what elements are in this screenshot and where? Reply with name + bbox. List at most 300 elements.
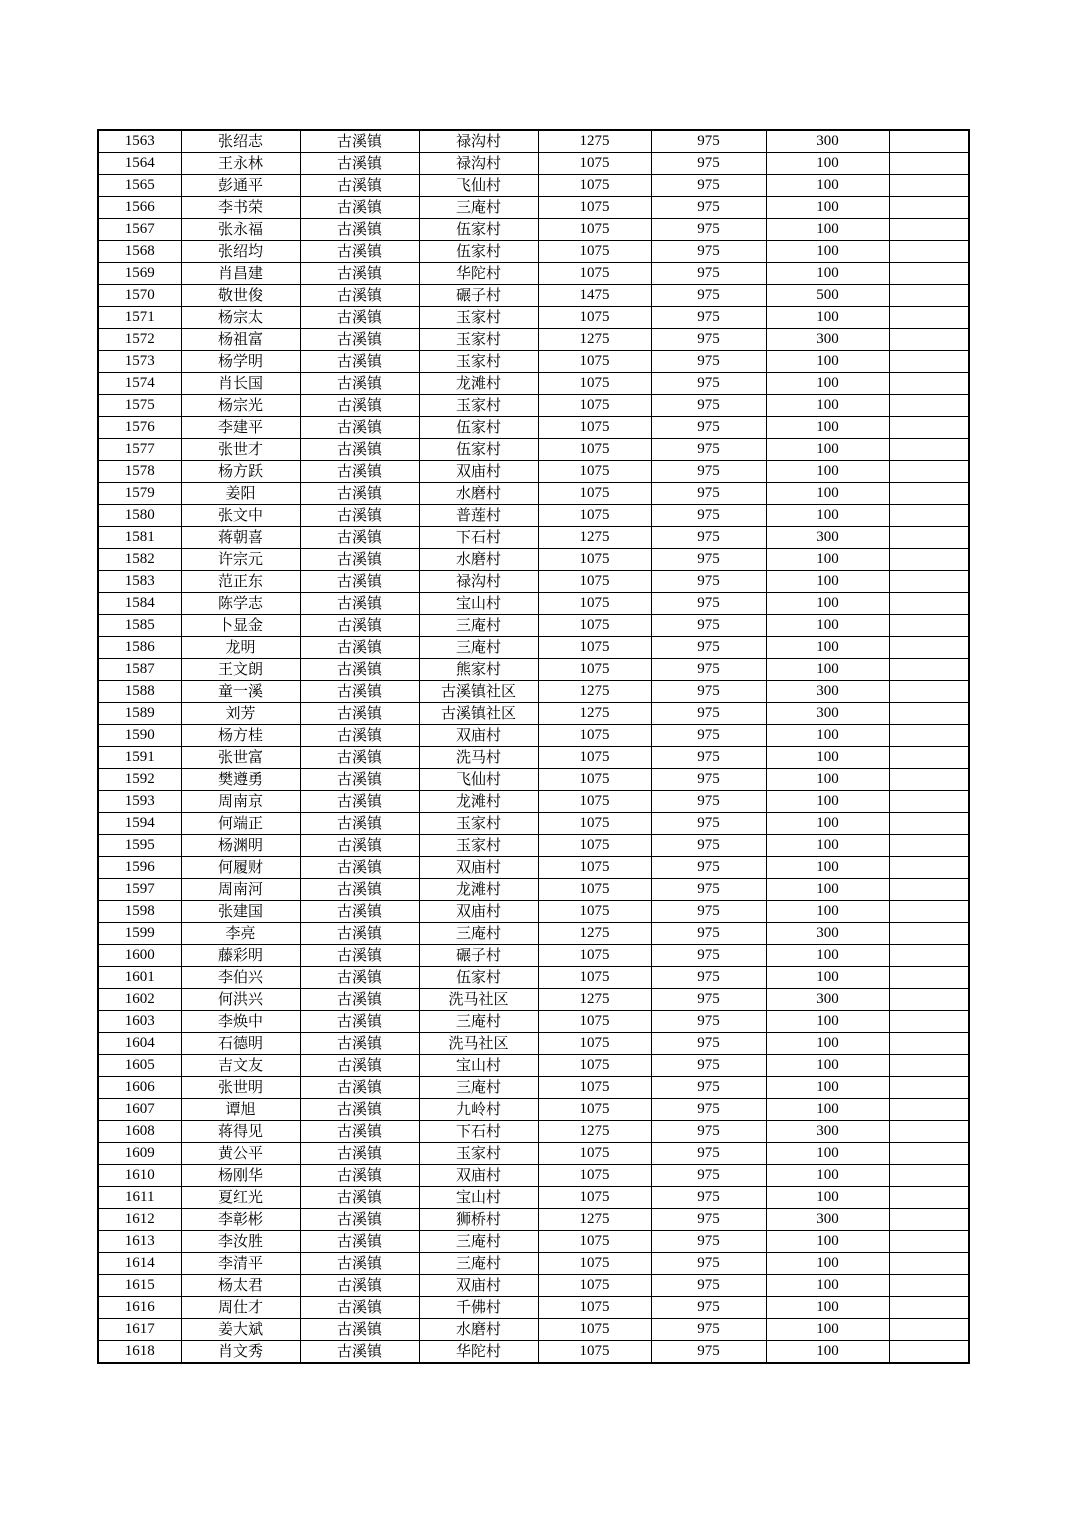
table-row bbox=[98, 1341, 969, 1364]
name-cell: 周南京 bbox=[181, 791, 300, 813]
amount-c-cell: 300 bbox=[766, 923, 889, 945]
table-row bbox=[98, 505, 969, 527]
amount-b-cell: 975 bbox=[651, 945, 766, 967]
town-cell: 古溪镇 bbox=[300, 219, 419, 241]
name-cell: 藤彩明 bbox=[181, 945, 300, 967]
row-number-cell: 1606 bbox=[98, 1077, 181, 1099]
amount-a-cell: 1075 bbox=[538, 835, 651, 857]
amount-a-cell: 1075 bbox=[538, 549, 651, 571]
amount-c-cell: 100 bbox=[766, 197, 889, 219]
table-row bbox=[98, 637, 969, 659]
amount-b-cell: 975 bbox=[651, 1011, 766, 1033]
amount-a-cell: 1075 bbox=[538, 1055, 651, 1077]
town-cell: 古溪镇 bbox=[300, 263, 419, 285]
table-row bbox=[98, 395, 969, 417]
village-cell: 伍家村 bbox=[419, 967, 538, 989]
name-cell: 刘芳 bbox=[181, 703, 300, 725]
town-cell: 古溪镇 bbox=[300, 989, 419, 1011]
table-row bbox=[98, 967, 969, 989]
village-cell: 三庵村 bbox=[419, 1077, 538, 1099]
table-row bbox=[98, 835, 969, 857]
remark-cell bbox=[889, 417, 969, 439]
village-cell: 华陀村 bbox=[419, 263, 538, 285]
amount-c-cell: 100 bbox=[766, 791, 889, 813]
remark-cell bbox=[889, 130, 969, 153]
table-row bbox=[98, 923, 969, 945]
table-row bbox=[98, 747, 969, 769]
row-number-cell: 1611 bbox=[98, 1187, 181, 1209]
town-cell: 古溪镇 bbox=[300, 197, 419, 219]
town-cell: 古溪镇 bbox=[300, 1253, 419, 1275]
amount-b-cell: 975 bbox=[651, 1099, 766, 1121]
amount-b-cell: 975 bbox=[651, 329, 766, 351]
amount-c-cell: 300 bbox=[766, 703, 889, 725]
amount-c-cell: 100 bbox=[766, 1253, 889, 1275]
row-number-cell: 1567 bbox=[98, 219, 181, 241]
remark-cell bbox=[889, 527, 969, 549]
table-row bbox=[98, 1011, 969, 1033]
remark-cell bbox=[889, 593, 969, 615]
remark-cell bbox=[889, 505, 969, 527]
amount-b-cell: 975 bbox=[651, 263, 766, 285]
remark-cell bbox=[889, 1275, 969, 1297]
amount-b-cell: 975 bbox=[651, 417, 766, 439]
row-number-cell: 1597 bbox=[98, 879, 181, 901]
village-cell: 熊家村 bbox=[419, 659, 538, 681]
amount-a-cell: 1275 bbox=[538, 989, 651, 1011]
row-number-cell: 1603 bbox=[98, 1011, 181, 1033]
amount-c-cell: 300 bbox=[766, 1209, 889, 1231]
remark-cell bbox=[889, 945, 969, 967]
amount-b-cell: 975 bbox=[651, 483, 766, 505]
amount-b-cell: 975 bbox=[651, 571, 766, 593]
village-cell: 玉家村 bbox=[419, 329, 538, 351]
remark-cell bbox=[889, 1099, 969, 1121]
town-cell: 古溪镇 bbox=[300, 945, 419, 967]
amount-c-cell: 300 bbox=[766, 1121, 889, 1143]
remark-cell bbox=[889, 835, 969, 857]
remark-cell bbox=[889, 923, 969, 945]
village-cell: 水磨村 bbox=[419, 549, 538, 571]
amount-b-cell: 975 bbox=[651, 989, 766, 1011]
row-number-cell: 1577 bbox=[98, 439, 181, 461]
town-cell: 古溪镇 bbox=[300, 1011, 419, 1033]
amount-c-cell: 100 bbox=[766, 483, 889, 505]
table-row bbox=[98, 1319, 969, 1341]
remark-cell bbox=[889, 285, 969, 307]
row-number-cell: 1572 bbox=[98, 329, 181, 351]
remark-cell bbox=[889, 1077, 969, 1099]
table-row bbox=[98, 593, 969, 615]
table-row bbox=[98, 901, 969, 923]
amount-c-cell: 100 bbox=[766, 1275, 889, 1297]
village-cell: 碾子村 bbox=[419, 285, 538, 307]
row-number-cell: 1586 bbox=[98, 637, 181, 659]
village-cell: 三庵村 bbox=[419, 923, 538, 945]
amount-a-cell: 1275 bbox=[538, 1209, 651, 1231]
amount-b-cell: 975 bbox=[651, 153, 766, 175]
amount-b-cell: 975 bbox=[651, 1231, 766, 1253]
name-cell: 卜显金 bbox=[181, 615, 300, 637]
town-cell: 古溪镇 bbox=[300, 461, 419, 483]
amount-a-cell: 1075 bbox=[538, 417, 651, 439]
town-cell: 古溪镇 bbox=[300, 1143, 419, 1165]
table-row bbox=[98, 241, 969, 263]
amount-a-cell: 1275 bbox=[538, 527, 651, 549]
table-row bbox=[98, 615, 969, 637]
name-cell: 周仕才 bbox=[181, 1297, 300, 1319]
amount-b-cell: 975 bbox=[651, 1077, 766, 1099]
amount-a-cell: 1075 bbox=[538, 1187, 651, 1209]
village-cell: 三庵村 bbox=[419, 1231, 538, 1253]
name-cell: 张世明 bbox=[181, 1077, 300, 1099]
village-cell: 水磨村 bbox=[419, 1319, 538, 1341]
amount-c-cell: 100 bbox=[766, 769, 889, 791]
table-row bbox=[98, 483, 969, 505]
row-number-cell: 1617 bbox=[98, 1319, 181, 1341]
remark-cell bbox=[889, 1341, 969, 1364]
village-cell: 三庵村 bbox=[419, 1253, 538, 1275]
name-cell: 李建平 bbox=[181, 417, 300, 439]
table-row bbox=[98, 329, 969, 351]
amount-c-cell: 100 bbox=[766, 1297, 889, 1319]
remark-cell bbox=[889, 901, 969, 923]
row-number-cell: 1585 bbox=[98, 615, 181, 637]
remark-cell bbox=[889, 1319, 969, 1341]
amount-c-cell: 300 bbox=[766, 130, 889, 153]
town-cell: 古溪镇 bbox=[300, 813, 419, 835]
amount-c-cell: 300 bbox=[766, 989, 889, 1011]
amount-a-cell: 1075 bbox=[538, 1099, 651, 1121]
amount-a-cell: 1075 bbox=[538, 879, 651, 901]
amount-b-cell: 975 bbox=[651, 307, 766, 329]
town-cell: 古溪镇 bbox=[300, 1187, 419, 1209]
town-cell: 古溪镇 bbox=[300, 725, 419, 747]
row-number-cell: 1613 bbox=[98, 1231, 181, 1253]
amount-b-cell: 975 bbox=[651, 879, 766, 901]
name-cell: 杨渊明 bbox=[181, 835, 300, 857]
row-number-cell: 1608 bbox=[98, 1121, 181, 1143]
village-cell: 飞仙村 bbox=[419, 175, 538, 197]
remark-cell bbox=[889, 769, 969, 791]
row-number-cell: 1605 bbox=[98, 1055, 181, 1077]
village-cell: 洗马社区 bbox=[419, 989, 538, 1011]
table-row bbox=[98, 813, 969, 835]
remark-cell bbox=[889, 1143, 969, 1165]
amount-b-cell: 975 bbox=[651, 439, 766, 461]
village-cell: 双庙村 bbox=[419, 1275, 538, 1297]
town-cell: 古溪镇 bbox=[300, 1165, 419, 1187]
row-number-cell: 1593 bbox=[98, 791, 181, 813]
name-cell: 肖长国 bbox=[181, 373, 300, 395]
amount-a-cell: 1075 bbox=[538, 505, 651, 527]
row-number-cell: 1566 bbox=[98, 197, 181, 219]
name-cell: 杨太君 bbox=[181, 1275, 300, 1297]
amount-a-cell: 1075 bbox=[538, 461, 651, 483]
village-cell: 伍家村 bbox=[419, 241, 538, 263]
name-cell: 李焕中 bbox=[181, 1011, 300, 1033]
table-row bbox=[98, 571, 969, 593]
amount-c-cell: 100 bbox=[766, 615, 889, 637]
name-cell: 姜阳 bbox=[181, 483, 300, 505]
remark-cell bbox=[889, 1011, 969, 1033]
name-cell: 杨刚华 bbox=[181, 1165, 300, 1187]
village-cell: 双庙村 bbox=[419, 1165, 538, 1187]
amount-a-cell: 1075 bbox=[538, 593, 651, 615]
amount-b-cell: 975 bbox=[651, 659, 766, 681]
name-cell: 李伯兴 bbox=[181, 967, 300, 989]
amount-a-cell: 1075 bbox=[538, 1077, 651, 1099]
town-cell: 古溪镇 bbox=[300, 373, 419, 395]
table-row bbox=[98, 549, 969, 571]
row-number-cell: 1612 bbox=[98, 1209, 181, 1231]
village-cell: 华陀村 bbox=[419, 1341, 538, 1364]
table-row bbox=[98, 659, 969, 681]
remark-cell bbox=[889, 1033, 969, 1055]
village-cell: 宝山村 bbox=[419, 1055, 538, 1077]
amount-a-cell: 1075 bbox=[538, 791, 651, 813]
town-cell: 古溪镇 bbox=[300, 593, 419, 615]
amount-a-cell: 1075 bbox=[538, 1165, 651, 1187]
amount-b-cell: 975 bbox=[651, 747, 766, 769]
amount-b-cell: 975 bbox=[651, 1253, 766, 1275]
town-cell: 古溪镇 bbox=[300, 747, 419, 769]
amount-b-cell: 975 bbox=[651, 593, 766, 615]
name-cell: 张永福 bbox=[181, 219, 300, 241]
row-number-cell: 1570 bbox=[98, 285, 181, 307]
remark-cell bbox=[889, 175, 969, 197]
amount-a-cell: 1075 bbox=[538, 659, 651, 681]
village-cell: 玉家村 bbox=[419, 395, 538, 417]
amount-a-cell: 1075 bbox=[538, 1011, 651, 1033]
table-row bbox=[98, 725, 969, 747]
row-number-cell: 1584 bbox=[98, 593, 181, 615]
town-cell: 古溪镇 bbox=[300, 615, 419, 637]
amount-c-cell: 100 bbox=[766, 571, 889, 593]
row-number-cell: 1616 bbox=[98, 1297, 181, 1319]
table-row bbox=[98, 1297, 969, 1319]
name-cell: 许宗元 bbox=[181, 549, 300, 571]
remark-cell bbox=[889, 725, 969, 747]
name-cell: 石德明 bbox=[181, 1033, 300, 1055]
town-cell: 古溪镇 bbox=[300, 549, 419, 571]
name-cell: 张世才 bbox=[181, 439, 300, 461]
row-number-cell: 1583 bbox=[98, 571, 181, 593]
amount-c-cell: 100 bbox=[766, 857, 889, 879]
village-cell: 九岭村 bbox=[419, 1099, 538, 1121]
name-cell: 王永林 bbox=[181, 153, 300, 175]
name-cell: 杨宗太 bbox=[181, 307, 300, 329]
name-cell: 黄公平 bbox=[181, 1143, 300, 1165]
table-row bbox=[98, 1033, 969, 1055]
remark-cell bbox=[889, 615, 969, 637]
row-number-cell: 1610 bbox=[98, 1165, 181, 1187]
amount-a-cell: 1075 bbox=[538, 175, 651, 197]
remark-cell bbox=[889, 747, 969, 769]
remark-cell bbox=[889, 989, 969, 1011]
town-cell: 古溪镇 bbox=[300, 1275, 419, 1297]
remark-cell bbox=[889, 857, 969, 879]
name-cell: 李彰彬 bbox=[181, 1209, 300, 1231]
row-number-cell: 1573 bbox=[98, 351, 181, 373]
village-cell: 双庙村 bbox=[419, 901, 538, 923]
amount-b-cell: 975 bbox=[651, 1209, 766, 1231]
amount-a-cell: 1075 bbox=[538, 307, 651, 329]
village-cell: 龙滩村 bbox=[419, 879, 538, 901]
village-cell: 三庵村 bbox=[419, 197, 538, 219]
village-cell: 双庙村 bbox=[419, 725, 538, 747]
village-cell: 禄沟村 bbox=[419, 130, 538, 153]
remark-cell bbox=[889, 197, 969, 219]
amount-c-cell: 100 bbox=[766, 1011, 889, 1033]
name-cell: 龙明 bbox=[181, 637, 300, 659]
town-cell: 古溪镇 bbox=[300, 1297, 419, 1319]
amount-b-cell: 975 bbox=[651, 1187, 766, 1209]
amount-c-cell: 100 bbox=[766, 725, 889, 747]
row-number-cell: 1571 bbox=[98, 307, 181, 329]
amount-a-cell: 1075 bbox=[538, 1297, 651, 1319]
table-row bbox=[98, 285, 969, 307]
amount-a-cell: 1075 bbox=[538, 1341, 651, 1364]
town-cell: 古溪镇 bbox=[300, 130, 419, 153]
village-cell: 千佛村 bbox=[419, 1297, 538, 1319]
amount-c-cell: 100 bbox=[766, 659, 889, 681]
amount-a-cell: 1075 bbox=[538, 219, 651, 241]
town-cell: 古溪镇 bbox=[300, 857, 419, 879]
village-cell: 宝山村 bbox=[419, 1187, 538, 1209]
table-row bbox=[98, 439, 969, 461]
table-row bbox=[98, 1143, 969, 1165]
table-row bbox=[98, 307, 969, 329]
table-row bbox=[98, 1077, 969, 1099]
town-cell: 古溪镇 bbox=[300, 439, 419, 461]
name-cell: 张绍均 bbox=[181, 241, 300, 263]
amount-a-cell: 1075 bbox=[538, 241, 651, 263]
amount-b-cell: 975 bbox=[651, 923, 766, 945]
village-cell: 下石村 bbox=[419, 1121, 538, 1143]
table-row bbox=[98, 351, 969, 373]
town-cell: 古溪镇 bbox=[300, 483, 419, 505]
amount-a-cell: 1075 bbox=[538, 769, 651, 791]
name-cell: 张世富 bbox=[181, 747, 300, 769]
amount-c-cell: 100 bbox=[766, 241, 889, 263]
amount-a-cell: 1075 bbox=[538, 373, 651, 395]
town-cell: 古溪镇 bbox=[300, 967, 419, 989]
name-cell: 何履财 bbox=[181, 857, 300, 879]
row-number-cell: 1600 bbox=[98, 945, 181, 967]
village-cell: 洗马村 bbox=[419, 747, 538, 769]
table-row bbox=[98, 263, 969, 285]
amount-a-cell: 1075 bbox=[538, 1319, 651, 1341]
row-number-cell: 1591 bbox=[98, 747, 181, 769]
village-cell: 宝山村 bbox=[419, 593, 538, 615]
remark-cell bbox=[889, 879, 969, 901]
amount-b-cell: 975 bbox=[651, 835, 766, 857]
village-cell: 下石村 bbox=[419, 527, 538, 549]
row-number-cell: 1592 bbox=[98, 769, 181, 791]
amount-b-cell: 975 bbox=[651, 549, 766, 571]
amount-b-cell: 975 bbox=[651, 1121, 766, 1143]
village-cell: 碾子村 bbox=[419, 945, 538, 967]
amount-a-cell: 1075 bbox=[538, 1275, 651, 1297]
table-row bbox=[98, 1231, 969, 1253]
remark-cell bbox=[889, 1297, 969, 1319]
village-cell: 双庙村 bbox=[419, 857, 538, 879]
town-cell: 古溪镇 bbox=[300, 571, 419, 593]
town-cell: 古溪镇 bbox=[300, 153, 419, 175]
table-row bbox=[98, 175, 969, 197]
amount-c-cell: 100 bbox=[766, 417, 889, 439]
amount-b-cell: 975 bbox=[651, 1165, 766, 1187]
amount-a-cell: 1275 bbox=[538, 703, 651, 725]
amount-b-cell: 975 bbox=[651, 681, 766, 703]
name-cell: 吉文友 bbox=[181, 1055, 300, 1077]
row-number-cell: 1589 bbox=[98, 703, 181, 725]
row-number-cell: 1569 bbox=[98, 263, 181, 285]
town-cell: 古溪镇 bbox=[300, 395, 419, 417]
name-cell: 蒋朝喜 bbox=[181, 527, 300, 549]
table-row bbox=[98, 373, 969, 395]
amount-b-cell: 975 bbox=[651, 505, 766, 527]
remark-cell bbox=[889, 351, 969, 373]
row-number-cell: 1614 bbox=[98, 1253, 181, 1275]
data-table bbox=[97, 129, 970, 1364]
row-number-cell: 1582 bbox=[98, 549, 181, 571]
amount-b-cell: 975 bbox=[651, 461, 766, 483]
table-row bbox=[98, 461, 969, 483]
row-number-cell: 1599 bbox=[98, 923, 181, 945]
remark-cell bbox=[889, 1231, 969, 1253]
table-row bbox=[98, 681, 969, 703]
town-cell: 古溪镇 bbox=[300, 1055, 419, 1077]
village-cell: 伍家村 bbox=[419, 417, 538, 439]
name-cell: 谭旭 bbox=[181, 1099, 300, 1121]
town-cell: 古溪镇 bbox=[300, 285, 419, 307]
amount-c-cell: 100 bbox=[766, 637, 889, 659]
village-cell: 三庵村 bbox=[419, 1011, 538, 1033]
amount-c-cell: 100 bbox=[766, 835, 889, 857]
amount-a-cell: 1075 bbox=[538, 725, 651, 747]
village-cell: 狮桥村 bbox=[419, 1209, 538, 1231]
amount-b-cell: 975 bbox=[651, 1341, 766, 1364]
amount-c-cell: 100 bbox=[766, 813, 889, 835]
town-cell: 古溪镇 bbox=[300, 1319, 419, 1341]
village-cell: 禄沟村 bbox=[419, 571, 538, 593]
village-cell: 玉家村 bbox=[419, 307, 538, 329]
row-number-cell: 1594 bbox=[98, 813, 181, 835]
table-row bbox=[98, 1055, 969, 1077]
village-cell: 洗马社区 bbox=[419, 1033, 538, 1055]
amount-c-cell: 100 bbox=[766, 219, 889, 241]
amount-c-cell: 100 bbox=[766, 1341, 889, 1364]
remark-cell bbox=[889, 1055, 969, 1077]
amount-c-cell: 100 bbox=[766, 1055, 889, 1077]
town-cell: 古溪镇 bbox=[300, 329, 419, 351]
amount-b-cell: 975 bbox=[651, 373, 766, 395]
table-row bbox=[98, 703, 969, 725]
amount-c-cell: 100 bbox=[766, 505, 889, 527]
town-cell: 古溪镇 bbox=[300, 769, 419, 791]
amount-b-cell: 975 bbox=[651, 1319, 766, 1341]
town-cell: 古溪镇 bbox=[300, 659, 419, 681]
row-number-cell: 1598 bbox=[98, 901, 181, 923]
town-cell: 古溪镇 bbox=[300, 307, 419, 329]
town-cell: 古溪镇 bbox=[300, 681, 419, 703]
amount-c-cell: 100 bbox=[766, 1143, 889, 1165]
amount-a-cell: 1075 bbox=[538, 1253, 651, 1275]
amount-c-cell: 100 bbox=[766, 549, 889, 571]
village-cell: 水磨村 bbox=[419, 483, 538, 505]
